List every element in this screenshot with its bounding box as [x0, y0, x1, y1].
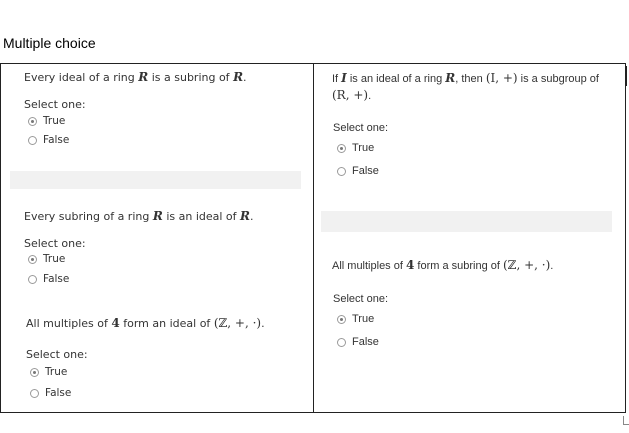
- question-2-option-false[interactable]: False: [28, 273, 69, 285]
- question-separator: [321, 211, 612, 232]
- radio-selected-icon[interactable]: [337, 315, 346, 324]
- question-3-option-true[interactable]: True: [30, 366, 67, 378]
- question-4-option-false[interactable]: False: [337, 165, 379, 177]
- table-edge-mark: [626, 66, 627, 86]
- question-2-option-true[interactable]: True: [28, 253, 65, 265]
- question-5-text: All multiples of 4 form a subring of (ℤ, +, ·).: [332, 258, 554, 272]
- question-1-select-label: Select one:: [24, 98, 86, 111]
- radio-selected-icon[interactable]: [30, 368, 39, 377]
- radio-icon[interactable]: [30, 389, 39, 398]
- radio-selected-icon[interactable]: [28, 255, 37, 264]
- question-separator: [10, 171, 301, 189]
- question-4-select-label: Select one:: [333, 122, 389, 134]
- question-1-text: Every ideal of a ring R is a subring of R.: [24, 70, 247, 84]
- column-divider: [313, 63, 314, 413]
- question-3-option-false[interactable]: False: [30, 387, 71, 399]
- radio-icon[interactable]: [28, 136, 37, 145]
- corner-mark: [623, 416, 629, 425]
- question-5-option-false[interactable]: False: [337, 336, 379, 348]
- radio-selected-icon[interactable]: [28, 117, 37, 126]
- question-1-option-true[interactable]: True: [28, 115, 65, 127]
- page-title: Multiple choice: [3, 35, 96, 51]
- radio-icon[interactable]: [28, 275, 37, 284]
- question-4-text: If I is an ideal of a ring R, then (I, +) is a subgroup of (R, +).: [332, 71, 599, 102]
- question-1-option-false[interactable]: False: [28, 134, 69, 146]
- question-3-select-label: Select one:: [26, 348, 88, 361]
- question-2-select-label: Select one:: [24, 237, 86, 250]
- radio-selected-icon[interactable]: [337, 144, 346, 153]
- question-4-option-true[interactable]: True: [337, 142, 374, 154]
- question-5-select-label: Select one:: [333, 293, 389, 305]
- radio-icon[interactable]: [337, 167, 346, 176]
- question-5-option-true[interactable]: True: [337, 313, 374, 325]
- question-2-text: Every subring of a ring R is an ideal of R.: [24, 209, 254, 223]
- question-3-text: All multiples of 4 form an ideal of (ℤ, +, ·).: [26, 316, 265, 330]
- radio-icon[interactable]: [337, 338, 346, 347]
